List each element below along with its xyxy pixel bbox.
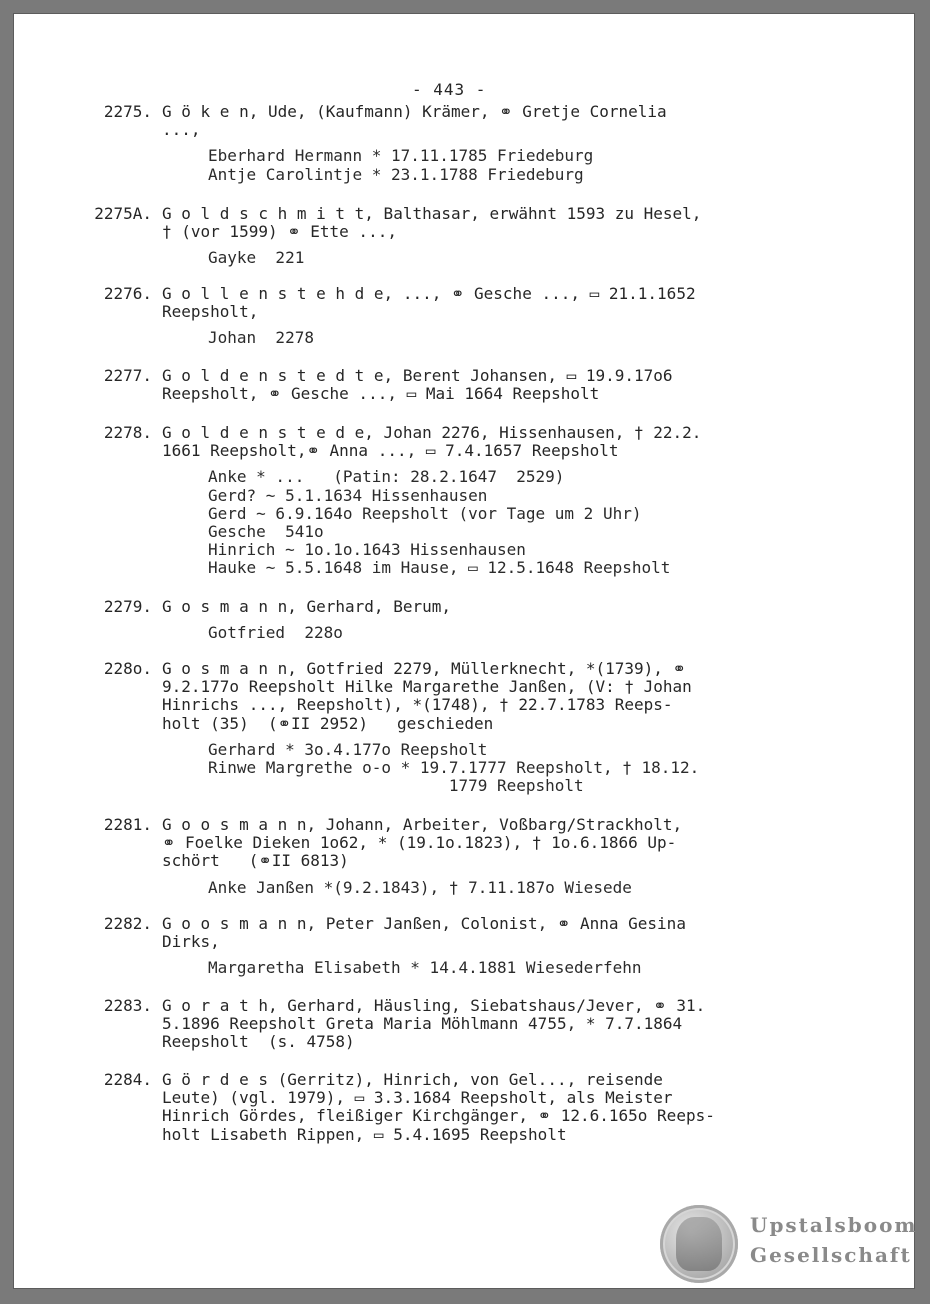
entry-text-line: Hinrichs ..., Reepsholt), *(1748), † 22.7.1783 Reeps- xyxy=(162,695,673,715)
child-line: Antje Carolintje * 23.1.1788 Friedeburg xyxy=(208,164,584,184)
entry-text-line: holt Lisabeth Rippen, ▭ 5.4.1695 Reepsholt xyxy=(162,1124,567,1144)
child-line: Gerd? ~ 5.1.1634 Hissenhausen xyxy=(208,485,488,505)
child-line: Johan 2278 xyxy=(208,328,314,348)
entry-number: 2276. xyxy=(103,284,152,303)
entry-number: 2275. xyxy=(103,102,152,121)
entry-text-line: Dirks, xyxy=(162,932,220,952)
entry-text-line: ⚭ Foelke Dieken 1o62, * (19.1o.1823), † 1o.6.1866 Up- xyxy=(162,833,677,853)
entry-text-line: G o l d e n s t e d t e, Berent Johansen, ▭ 19.9.17o6 xyxy=(162,366,673,385)
child-line: Margaretha Elisabeth * 14.4.1881 Wiesederfehn xyxy=(208,958,642,978)
entry-text-line: holt (35) (⚭II 2952) geschieden xyxy=(162,713,494,733)
page-number: - 443 - xyxy=(412,80,487,99)
entry-text-line: G o l d s c h m i t t, Balthasar, erwähnt 1593 zu Hesel, xyxy=(162,204,702,223)
child-line: Anke Janßen *(9.2.1843), † 7.11.187o Wiesede xyxy=(208,877,632,897)
child-line: Gayke 221 xyxy=(208,248,305,268)
entry-text-line: 1661 Reepsholt,⚭ Anna ..., ▭ 7.4.1657 Reepsholt xyxy=(162,441,619,461)
child-line: Hauke ~ 5.5.1648 im Hause, ▭ 12.5.1648 Reepsholt xyxy=(208,558,671,578)
entry-number: 2282. xyxy=(103,914,152,933)
entry-text-line: G o l d e n s t e d e, Johan 2276, Hissenhausen, † 22.2. xyxy=(162,423,702,442)
entry-number: 2281. xyxy=(103,815,152,834)
entry-text-line: 5.1896 Reepsholt Greta Maria Möhlmann 4755, * 7.7.1864 xyxy=(162,1014,683,1034)
entry-text-line: G o l l e n s t e h d e, ..., ⚭ Gesche ..., ▭ 21.1.1652 xyxy=(162,284,696,303)
entry-number: 2284. xyxy=(103,1070,152,1089)
entry-number: 2278. xyxy=(103,423,152,442)
entry-text-line: G o s m a n n, Gotfried 2279, Müllerknecht, *(1739), ⚭ xyxy=(162,659,686,678)
logo-line-1: Upstalsboom xyxy=(750,1213,918,1237)
seal-icon xyxy=(660,1205,738,1283)
child-line: Gerhard * 3o.4.177o Reepsholt xyxy=(208,739,488,759)
entry-text-line: † (vor 1599) ⚭ Ette ..., xyxy=(162,222,397,242)
document-page xyxy=(14,14,918,1288)
entry-text-line: G o r a t h, Gerhard, Häusling, Siebatshaus/Jever, ⚭ 31. xyxy=(162,996,706,1015)
entry-number: 2275A. xyxy=(94,204,152,223)
child-line: Eberhard Hermann * 17.11.1785 Friedeburg xyxy=(208,146,594,166)
entry-number: 2283. xyxy=(103,996,152,1015)
entry-number: 2277. xyxy=(103,366,152,385)
child-line: Hinrich ~ 1o.1o.1643 Hissenhausen xyxy=(208,540,526,560)
child-line: Rinwe Margrethe o-o * 19.7.1777 Reepsholt, † 18.12. xyxy=(208,758,700,777)
child-line: Gesche 541o xyxy=(208,522,324,541)
entry-text-line: 9.2.177o Reepsholt Hilke Margarethe Janßen, (V: † Johan xyxy=(162,677,692,697)
entry-text-line: schört (⚭II 6813) xyxy=(162,851,349,871)
entry-text-line: Hinrich Gördes, fleißiger Kirchgänger, ⚭ 12.6.165o Reeps- xyxy=(162,1106,715,1126)
entry-text-line: G ö r d e s (Gerritz), Hinrich, von Gel..., reisende xyxy=(162,1070,663,1089)
child-line: Gerd ~ 6.9.164o Reepsholt (vor Tage um 2 Uhr) xyxy=(208,503,642,523)
society-logo xyxy=(660,1205,918,1285)
entry-text-line: Reepsholt (s. 4758) xyxy=(162,1032,355,1052)
entry-text-line: G ö k e n, Ude, (Kaufmann) Krämer, ⚭ Gretje Cornelia xyxy=(162,102,667,121)
child-line: 1779 Reepsholt xyxy=(208,776,584,796)
entry-text-line: Reepsholt, ⚭ Gesche ..., ▭ Mai 1664 Reepsholt xyxy=(162,384,600,404)
entry-text-line: Leute) (vgl. 1979), ▭ 3.3.1684 Reepsholt, als Meister xyxy=(162,1088,673,1108)
entry-number: 2279. xyxy=(103,597,152,616)
child-line: Anke * ... (Patin: 28.2.1647 2529) xyxy=(208,467,565,487)
child-line: Gotfried 228o xyxy=(208,623,343,643)
logo-line-2: Gesellschaft xyxy=(750,1243,912,1267)
entry-number: 228o. xyxy=(103,659,152,678)
entry-text-line: ..., xyxy=(162,120,201,140)
entry-text-line: Reepsholt, xyxy=(162,302,259,322)
entry-text-line: G o s m a n n, Gerhard, Berum, xyxy=(162,597,451,616)
entry-text-line: G o o s m a n n, Johann, Arbeiter, Voßbarg/Strackholt, xyxy=(162,815,683,834)
entry-text-line: G o o s m a n n, Peter Janßen, Colonist, ⚭ Anna Gesina xyxy=(162,914,686,933)
